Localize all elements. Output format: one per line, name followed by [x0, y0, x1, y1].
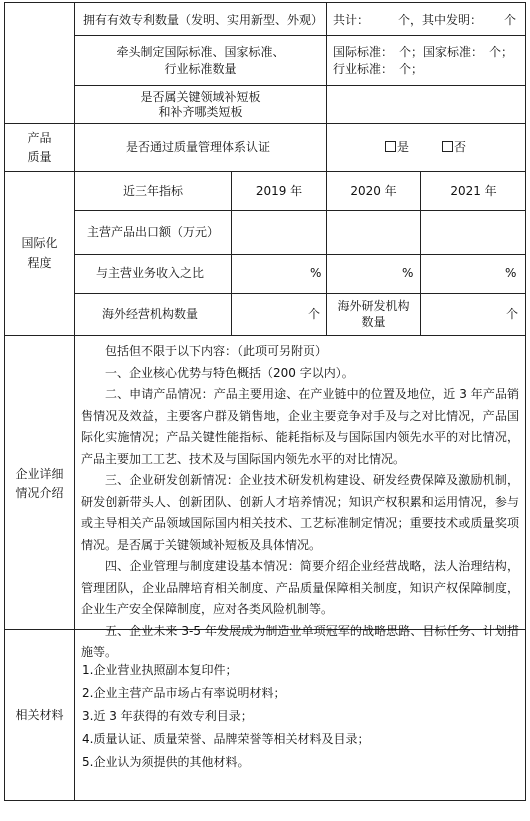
quality-option-yes[interactable] [385, 139, 409, 155]
materials-item: 3.近 3 年获得的有效专利目录； [82, 709, 253, 723]
details-item: 四、企业管理与制度建设基本情况：简要介绍企业经营战略，法人治理结构，管理团队，企业品牌培育相关制度、产品质量保障相关制度，知识产权保障制度，企业生产安全保障制度，应对各类风险机制等。 [81, 559, 519, 616]
checkbox-icon[interactable] [442, 141, 453, 152]
standards-label-line2: 行业标准数量 [164, 62, 237, 76]
option-yes-label: 是 [397, 140, 410, 154]
percent-2021: % [505, 266, 517, 280]
overseas-rd-label-line1: 海外研发机构 [337, 299, 410, 313]
intl-header-year-2019: 2019 年 [255, 184, 303, 198]
standards-label-line1: 牵头制定国际标准、国家标准、 [116, 45, 285, 59]
patent-unit-label: 个，其中发明： [398, 13, 483, 27]
quality-section-line2: 质量 [27, 150, 52, 164]
materials-section: 相关材料 [15, 708, 64, 722]
row-divider [74, 293, 526, 294]
materials-item: 2.企业主营产品市场占有率说明材料； [82, 686, 286, 700]
details-item: 二、申请产品情况：产品主要用途、在产业链中的位置及地位，近 3 年产品销售情况及效益，主要客户群及销售地，企业主要竞争对手及与之对比情况，产品国际化实施情况；产品关键性能指标、能耗指标及与国际国内领先水平的对比情况，产品主要加工工艺、技术及与国际国内领先水平的对比情况。 [81, 387, 519, 466]
export-amount-label: 主营产品出口额（万元） [87, 225, 220, 239]
details-item: 五、企业未来 3-5 年发展成为制造业单项冠军的战略思路、目标任务、计划措施等。 [81, 623, 519, 659]
application-form [4, 2, 526, 801]
checkbox-icon[interactable] [385, 141, 396, 152]
percent-2020: % [402, 266, 414, 280]
quality-option-no[interactable] [442, 139, 466, 155]
materials-item: 5.企业认为须提供的其他材料。 [82, 755, 250, 769]
standards-value-line2: 行业标准： 个； [333, 62, 424, 76]
intl-header-year-2021: 2021 年 [450, 184, 497, 198]
row-divider [5, 171, 526, 172]
option-no-label: 否 [454, 140, 467, 154]
row-divider [74, 210, 526, 211]
overseas-org-unit: 个 [308, 307, 321, 321]
row-divider [5, 123, 526, 124]
details-section-line1: 企业详细 [15, 467, 64, 481]
intl-section-line1: 国际化 [21, 236, 58, 250]
key-field-value[interactable] [333, 97, 519, 113]
column-divider [420, 293, 421, 335]
overseas-rd-label-line2: 数量 [361, 315, 386, 329]
row-divider [74, 35, 526, 36]
patent-unit2-label: 个 [504, 13, 517, 27]
row-divider [74, 85, 526, 86]
overseas-rd-unit: 个 [506, 307, 519, 321]
details-content [81, 341, 519, 664]
details-item: 一、企业核心优势与特色概括（200 字以内）。 [105, 365, 354, 380]
intl-header-indicator: 近三年指标 [122, 184, 183, 198]
materials-item: 1.企业营业执照副本复印件； [82, 663, 238, 677]
key-field-label-line1: 是否属关键领域补短板 [140, 90, 261, 104]
patent-total-label: 共计： [333, 13, 370, 27]
column-divider [74, 3, 75, 801]
materials-item: 4.质量认证、质量荣誉、品牌荣誉等相关材料及目录； [82, 732, 370, 746]
revenue-ratio-label: 与主营业务收入之比 [96, 266, 205, 280]
overseas-org-label: 海外经营机构数量 [102, 307, 199, 321]
row-divider [5, 335, 526, 336]
key-field-label-line2: 和补齐哪类短板 [158, 105, 243, 119]
details-section-line2: 情况介绍 [15, 486, 64, 500]
row-divider [74, 254, 526, 255]
quality-section-line1: 产品 [27, 131, 52, 145]
patent-label: 拥有有效专利数量（发明、实用新型、外观） [83, 13, 324, 27]
percent-2019: % [310, 266, 322, 280]
standards-value-line1: 国际标准： 个；国家标准： 个； [333, 45, 514, 59]
details-intro: 包括但不限于以下内容：（此项可另附页） [105, 344, 328, 358]
column-divider [326, 3, 327, 171]
intl-section-line2: 程度 [27, 256, 52, 270]
materials-list [82, 659, 522, 774]
quality-question: 是否通过质量管理体系认证 [126, 140, 271, 154]
details-item: 三、企业研发创新情况：企业技术研发机构建设、研发经费保障及激励机制，研发创新带头人、创新团队、创新人才培养情况；知识产权积累和运用情况，参与或主导相关产品领域国际国内相关技术、工艺标准制定情况；重要技术或质量奖项情况。是否属于关键领域补短板及具体情况。 [81, 473, 519, 552]
intl-header-year-2020: 2020 年 [350, 184, 397, 198]
